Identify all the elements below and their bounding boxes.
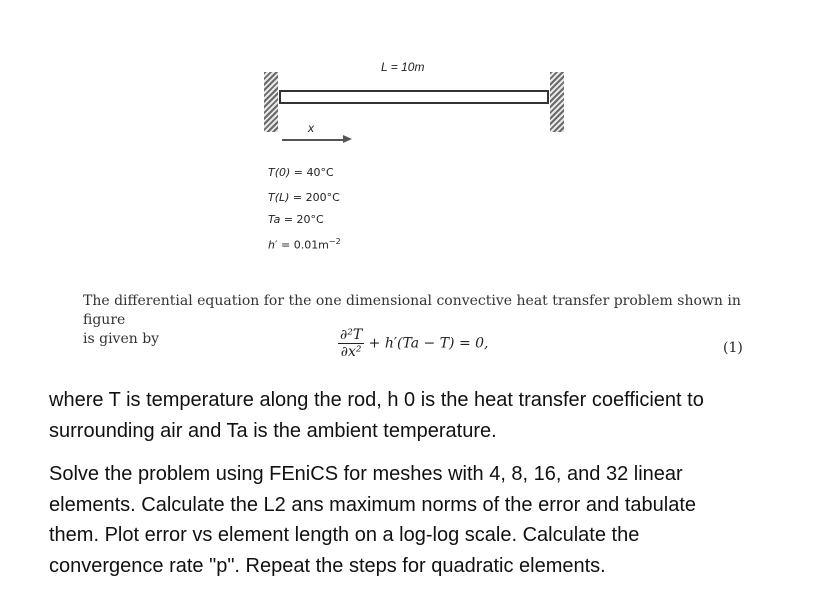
- paragraph-2-line: elements. Calculate the L2 ans maximum norms of the error and tabulate: [49, 493, 696, 516]
- x-arrow-head: [343, 135, 352, 143]
- paragraph-2-line: convergence rate "p". Repeat the steps for quadratic elements.: [49, 554, 606, 577]
- condition-rhs: = 20°C: [280, 213, 324, 226]
- rod-top-edge: [279, 90, 549, 92]
- condition-ta: [268, 213, 324, 226]
- equation-rest: + h′(Ta − T) = 0,: [368, 335, 489, 352]
- equation-denominator: ∂x²: [340, 344, 362, 360]
- paragraph-2-line: Solve the problem using FEniCS for meshes with 4, 8, 16, and 32 linear: [49, 463, 683, 485]
- intro-line-1: The differential equation for the one dimensional convective heat transfer problem shown in figure: [83, 293, 741, 328]
- equation: [338, 327, 489, 360]
- condition-rhs: = 40°C: [290, 166, 334, 179]
- condition-exponent: −2: [328, 237, 341, 246]
- paragraph-1-line: surrounding air and Ta is the ambient temperature.: [49, 419, 497, 442]
- paragraph-2-line: them. Plot error vs element length on a log-log scale. Calculate the: [49, 524, 640, 546]
- right-wall: [550, 72, 564, 132]
- intro-line-2: is given by: [83, 331, 160, 347]
- condition-lhs: T(0): [268, 166, 291, 179]
- x-axis-label: x: [308, 121, 314, 135]
- condition-t0: [268, 166, 334, 179]
- condition-tl: [268, 191, 340, 204]
- paragraph-1: [49, 385, 819, 446]
- paragraph-1-line: where T is temperature along the rod, h 0 is the heat transfer coefficient to: [49, 389, 704, 411]
- equation-number: (1): [723, 340, 743, 356]
- length-label: L = 10m: [381, 60, 425, 74]
- x-arrow-shaft: [282, 139, 344, 141]
- condition-lhs: T(L): [268, 191, 290, 204]
- rod-bottom-edge: [279, 102, 549, 104]
- condition-lhs: Ta: [268, 213, 281, 226]
- equation-numerator: ∂²T: [340, 327, 363, 343]
- condition-h: [268, 237, 341, 252]
- condition-lhs: h′: [268, 238, 278, 252]
- equation-fraction: [338, 327, 364, 360]
- paragraph-2: [49, 459, 819, 581]
- condition-rhs: = 0.01m: [277, 238, 329, 252]
- rod-figure: [0, 0, 827, 270]
- condition-rhs: = 200°C: [289, 191, 340, 204]
- left-wall: [264, 72, 278, 132]
